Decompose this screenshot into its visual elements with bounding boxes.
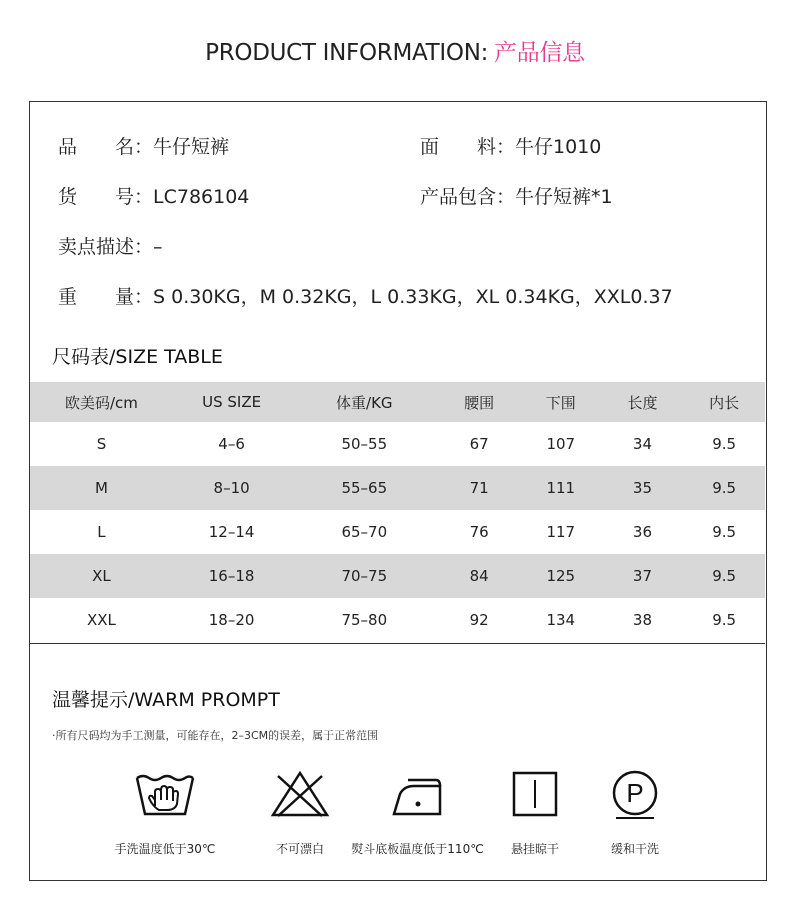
info-package <box>420 182 613 209</box>
table-cell: 8–10 <box>213 479 250 497</box>
table-cell: 125 <box>546 567 576 585</box>
warm-prompt-title: 温馨提示/WARM PROMPT <box>52 689 280 711</box>
care-hang-dry <box>500 770 570 857</box>
size-table-title: 尺码表/SIZE TABLE <box>52 346 223 368</box>
info-name <box>58 132 229 159</box>
no-bleach-icon <box>270 770 330 818</box>
table-cell: 107 <box>546 435 576 453</box>
info-sku <box>58 182 249 209</box>
care-dry-clean <box>600 770 670 857</box>
care-label: 不可漂白 <box>275 842 324 856</box>
info-fabric <box>420 132 601 159</box>
table-row <box>30 510 765 554</box>
table-cell: 75–80 <box>341 611 388 629</box>
table-row <box>30 554 765 598</box>
page-title <box>0 34 790 67</box>
care-hand-wash <box>90 770 240 857</box>
table-cell: 9.5 <box>712 479 737 497</box>
measurement-note: ·所有尺码均为手工测量，可能存在，2–3CM的误差，属于正常范围 <box>52 729 379 742</box>
table-row <box>30 422 765 466</box>
table-cell: 9.5 <box>712 611 737 629</box>
table-cell: S <box>96 435 107 453</box>
table-cell: 76 <box>469 523 489 541</box>
header-cell: 下围 <box>545 393 576 412</box>
hand-wash-icon <box>133 770 197 818</box>
header-cell: 欧美码/cm <box>64 393 138 412</box>
header-cell: 内长 <box>709 393 740 412</box>
care-label: 手洗温度低于30℃ <box>114 842 216 856</box>
table-cell: 71 <box>469 479 489 497</box>
info-package-label: 产品包含： <box>420 186 516 208</box>
info-selling-label: 卖点描述： <box>58 236 154 258</box>
care-label: 缓和干洗 <box>610 842 659 856</box>
table-cell: 34 <box>632 435 652 453</box>
header-cell: 体重/KG <box>336 393 393 412</box>
care-iron <box>345 770 490 857</box>
table-cell: 65–70 <box>341 523 388 541</box>
table-cell: 50–55 <box>341 435 388 453</box>
table-cell: XL <box>92 567 111 585</box>
table-cell: 36 <box>632 523 652 541</box>
info-fabric-value: 牛仔1010 <box>515 136 602 158</box>
table-cell: 70–75 <box>341 567 388 585</box>
table-cell: 92 <box>469 611 489 629</box>
header-cell: 长度 <box>627 393 658 412</box>
table-cell: 16–18 <box>208 567 255 585</box>
table-cell: 9.5 <box>712 523 737 541</box>
table-cell: 117 <box>546 523 576 541</box>
table-cell: 12–14 <box>208 523 255 541</box>
info-name-value: 牛仔短裤 <box>153 136 230 158</box>
section-divider <box>30 643 765 644</box>
info-weight-value: S 0.30KG，M 0.32KG，L 0.33KG，XL 0.34KG，XXL0.37 <box>153 286 673 308</box>
table-cell: 55–65 <box>341 479 388 497</box>
page-title-en: PRODUCT INFORMATION: <box>205 40 489 66</box>
hang-dry-icon <box>511 770 559 818</box>
info-package-value: 牛仔短裤*1 <box>515 186 613 208</box>
table-cell: 38 <box>632 611 652 629</box>
care-label: 熨斗底板温度低于110℃ <box>351 842 484 856</box>
info-sku-value: LC786104 <box>153 186 250 208</box>
table-cell: 37 <box>632 567 652 585</box>
table-cell: 4–6 <box>218 435 245 453</box>
iron-icon <box>388 770 448 818</box>
header-cell: 腰围 <box>464 393 495 412</box>
table-cell: M <box>94 479 108 497</box>
info-weight <box>58 282 673 309</box>
dry-clean-p-icon <box>610 770 660 820</box>
table-cell: 84 <box>469 567 489 585</box>
table-row <box>30 466 765 510</box>
size-table-header <box>30 382 765 422</box>
info-fabric-label: 面 料： <box>420 136 516 158</box>
table-cell: 9.5 <box>712 435 737 453</box>
table-cell: XXL <box>86 611 116 629</box>
table-cell: L <box>97 523 106 541</box>
table-cell: 134 <box>546 611 576 629</box>
page-title-cn: 产品信息 <box>494 40 585 66</box>
info-name-label: 品 名： <box>58 136 154 158</box>
header-cell: US SIZE <box>202 393 262 411</box>
info-selling <box>58 232 163 259</box>
table-cell: 18–20 <box>208 611 255 629</box>
table-cell: 111 <box>546 479 576 497</box>
care-label: 悬挂晾干 <box>510 842 559 856</box>
info-weight-label: 重 量： <box>58 286 154 308</box>
product-info-box <box>29 101 767 881</box>
info-sku-label: 货 号： <box>58 186 154 208</box>
size-table <box>30 382 765 642</box>
svg-text:P: P <box>626 778 644 808</box>
info-selling-value: – <box>153 236 163 258</box>
table-row <box>30 598 765 642</box>
table-cell: 67 <box>469 435 489 453</box>
care-no-bleach <box>250 770 350 857</box>
table-cell: 35 <box>632 479 652 497</box>
table-cell: 9.5 <box>712 567 737 585</box>
